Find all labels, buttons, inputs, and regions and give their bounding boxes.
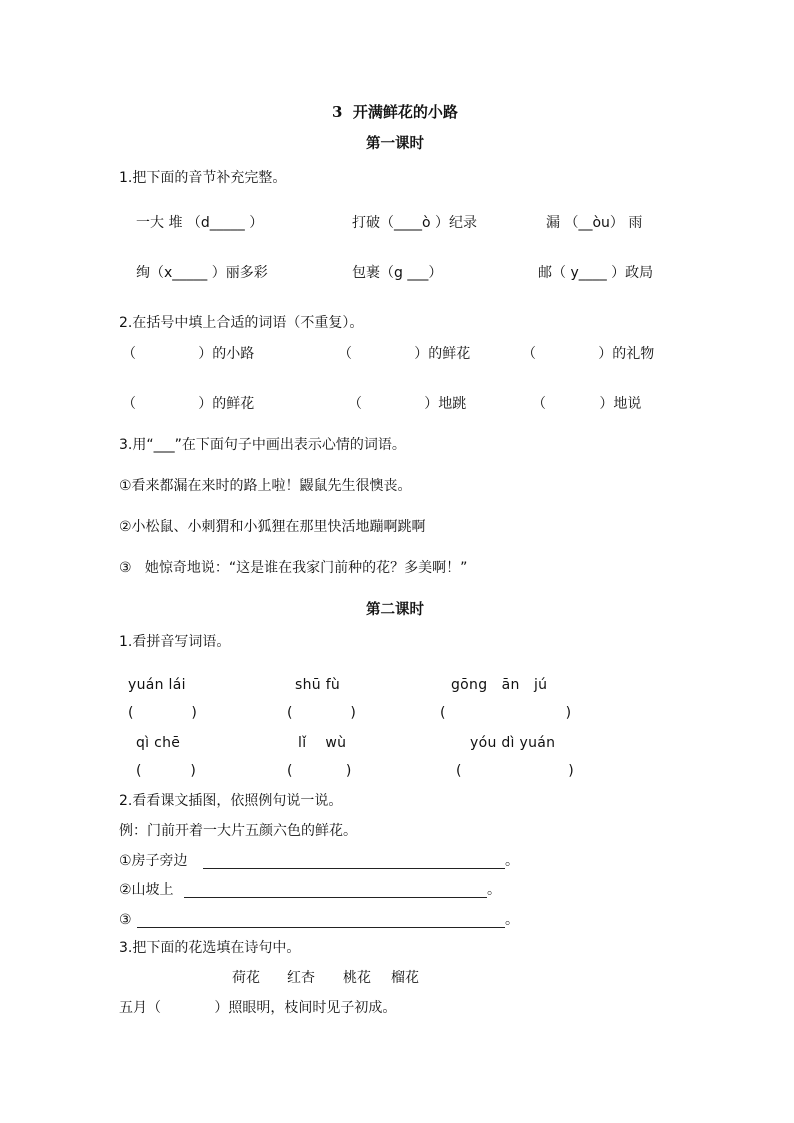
answer-underline bbox=[137, 927, 505, 928]
lesson-2-heading: 第二课时 bbox=[366, 601, 424, 618]
l1-q1-item: 打破（____ò ）纪录 bbox=[352, 215, 478, 231]
document-title: 3 开满鲜花的小路 bbox=[332, 103, 458, 121]
l1-q1-item: 绚（x_____ ）丽多彩 bbox=[136, 265, 268, 281]
flower-option: 桃花 bbox=[343, 970, 371, 986]
l1-q1-item: 漏 （__òu） 雨 bbox=[546, 215, 643, 231]
l1-q2-blank: （ ）的小路 bbox=[122, 346, 255, 362]
l1-q2-blank: （ ）的鲜花 bbox=[122, 396, 255, 412]
pinyin: yóu dì yuán bbox=[470, 735, 556, 751]
l1-q2-blank: （ ）地说 bbox=[532, 396, 642, 412]
answer-bracket: ( ) bbox=[440, 705, 572, 721]
l1-q1-item: 一大 堆 （d_____ ） bbox=[136, 215, 264, 231]
pinyin: shū fù bbox=[295, 677, 341, 693]
flower-option: 荷花 bbox=[232, 970, 260, 986]
l1-q3-prompt: 3.用“___”在下面句子中画出表示心情的词语。 bbox=[119, 437, 406, 453]
l2-q2-line-end: 。 bbox=[505, 853, 519, 869]
l2-q2-line-prefix: ②山坡上 bbox=[119, 882, 174, 898]
l2-q2-line-prefix: ①房子旁边 bbox=[119, 853, 188, 869]
l1-q1-item: 邮（ y____ ）政局 bbox=[538, 265, 654, 281]
pinyin: yuán lái bbox=[128, 677, 186, 693]
answer-underline bbox=[184, 897, 487, 898]
l1-q1-prompt: 1.把下面的音节补充完整。 bbox=[119, 170, 287, 186]
l2-q2-example: 例：门前开着一大片五颜六色的鲜花。 bbox=[119, 823, 357, 839]
l1-q3-sentence: ①看来都漏在来时的路上啦！鼹鼠先生很懊丧。 bbox=[119, 478, 412, 494]
lesson-1-heading: 第一课时 bbox=[366, 135, 424, 152]
l1-q1-item: 包裹（g ___） bbox=[352, 265, 443, 281]
l1-q2-blank: （ ）地跳 bbox=[348, 396, 467, 412]
l1-q2-prompt: 2.在括号中填上合适的词语（不重复）。 bbox=[119, 315, 364, 331]
l2-q3-poem: 五月（ ）照眼明，枝间时见子初成。 bbox=[119, 1000, 397, 1016]
flower-option: 红杏 bbox=[287, 970, 315, 986]
flower-option: 榴花 bbox=[391, 970, 419, 986]
answer-bracket: ( ) bbox=[287, 763, 352, 779]
l2-q2-prompt: 2.看看课文插图，依照例句说一说。 bbox=[119, 793, 343, 809]
pinyin: gōng ān jú bbox=[451, 677, 548, 693]
answer-bracket: ( ) bbox=[287, 705, 356, 721]
l2-q2-line-end: 。 bbox=[487, 882, 501, 898]
answer-underline bbox=[203, 868, 505, 869]
l2-q3-prompt: 3.把下面的花选填在诗句中。 bbox=[119, 940, 301, 956]
l2-q1-prompt: 1.看拼音写词语。 bbox=[119, 634, 231, 650]
l2-q2-line-end: 。 bbox=[505, 912, 519, 928]
l1-q2-blank: （ ）的礼物 bbox=[522, 346, 655, 362]
l1-q3-sentence: ③ 她惊奇地说：“这是谁在我家门前种的花？多美啊！” bbox=[119, 560, 468, 576]
pinyin: lǐ wù bbox=[298, 735, 347, 751]
pinyin: qì chē bbox=[136, 735, 181, 751]
answer-bracket: ( ) bbox=[128, 705, 197, 721]
l2-q2-line-prefix: ③ bbox=[119, 912, 132, 928]
answer-bracket: ( ) bbox=[456, 763, 574, 779]
l1-q2-blank: （ ）的鲜花 bbox=[338, 346, 471, 362]
answer-bracket: ( ) bbox=[136, 763, 196, 779]
l1-q3-sentence: ②小松鼠、小刺猬和小狐狸在那里快活地蹦啊跳啊 bbox=[119, 519, 426, 535]
